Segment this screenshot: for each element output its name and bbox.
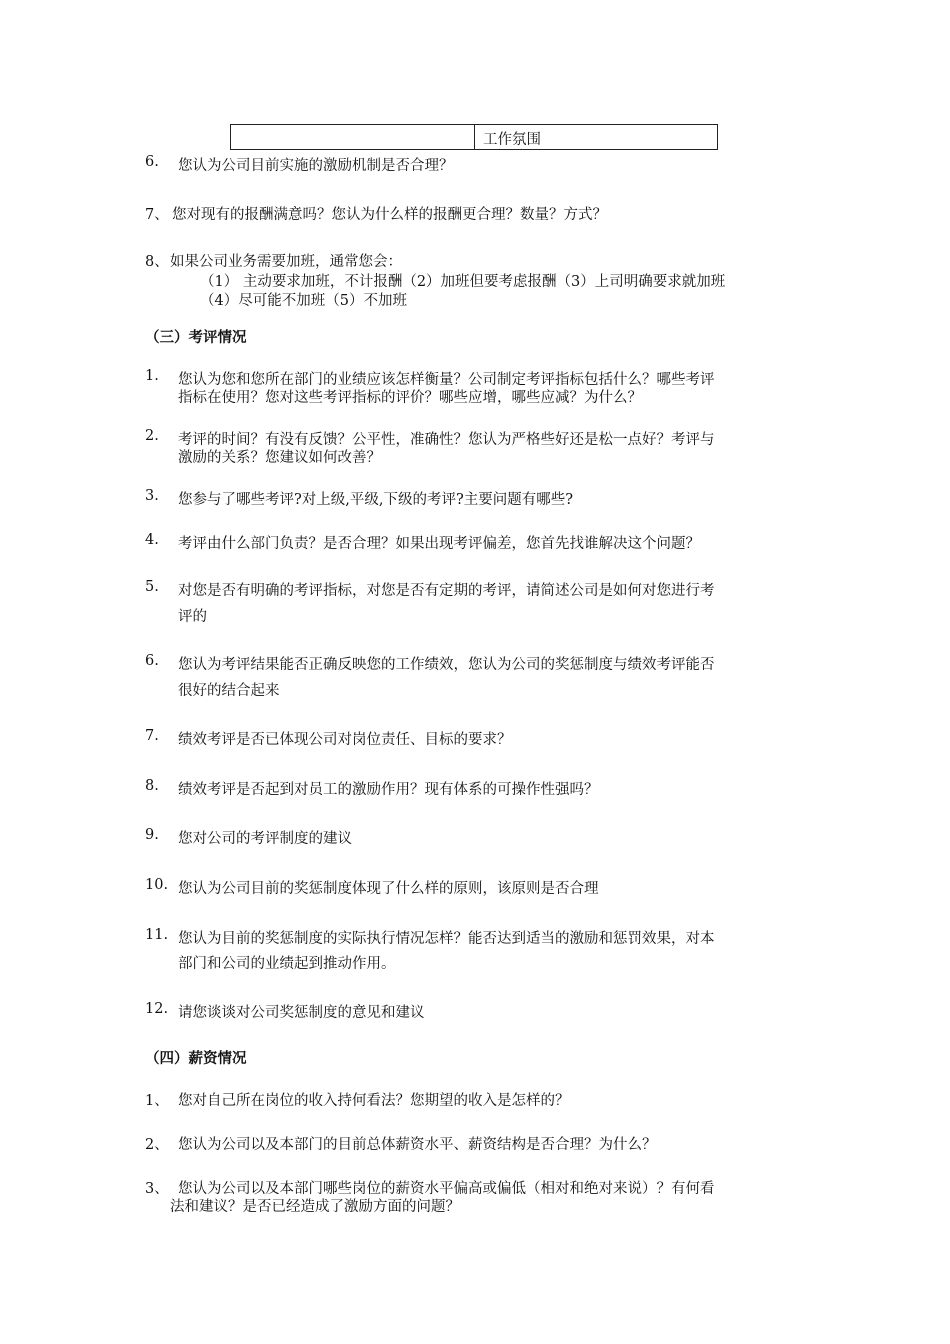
item-number: 6. (145, 653, 159, 669)
item-number: 3. (145, 488, 159, 504)
question-text: 很好的结合起来 (178, 683, 280, 699)
option-line: （1） 主动要求加班，不计报酬（2）加班但要考虑报酬（3）上司明确要求就加班 (200, 274, 726, 290)
question-text: 绩效考评是否起到对员工的激励作用？现有体系的可操作性强吗？ (178, 782, 599, 798)
question-text: 评的 (178, 609, 207, 625)
question-text: 如果公司业务需要加班，通常您会： (170, 254, 402, 270)
item-number: 10. (145, 877, 169, 893)
question-text: 您对现有的报酬满意吗？您认为什么样的报酬更合理？数量？方式？ (172, 207, 607, 223)
question-text: 您对公司的考评制度的建议 (178, 831, 352, 847)
item-number: 2、 (145, 1137, 169, 1153)
question-text: 您认为公司以及本部门的目前总体薪资水平、薪资结构是否合理？为什么？ (178, 1137, 657, 1153)
question-text: 您认为考评结果能否正确反映您的工作绩效，您认为公司的奖惩制度与绩效考评能否 (178, 657, 715, 673)
item-number: 6. (145, 154, 159, 170)
item-number: 8. (145, 778, 159, 794)
question-text: 考评的时间？有没有反馈？公平性，准确性？您认为严格些好还是松一点好？考评与 (178, 432, 715, 448)
question-text: 指标在使用？您对这些考评指标的评价？哪些应增，哪些应减？为什么？ (178, 390, 642, 406)
item-number: 2. (145, 428, 159, 444)
question-text: 考评由什么部门负责？是否合理？如果出现考评偏差，您首先找谁解决这个问题？ (178, 536, 700, 552)
question-text: 绩效考评是否已体现公司对岗位责任、目标的要求？ (178, 732, 512, 748)
question-text: 您认为您和您所在部门的业绩应该怎样衡量？公司制定考评指标包括什么？哪些考评 (178, 372, 715, 388)
item-number: 4. (145, 532, 159, 548)
table-divider (474, 125, 475, 149)
question-text: 您认为公司目前的奖惩制度体现了什么样的原则，该原则是否合理 (178, 881, 599, 897)
item-number: 7. (145, 728, 159, 744)
table-cell: 工作氛围 (483, 132, 541, 148)
question-text: 法和建议？是否已经造成了激励方面的问题？ (170, 1199, 460, 1215)
section-heading: （四）薪资情况 (145, 1050, 247, 1067)
question-text: 您参与了哪些考评?对上级,平级,下级的考评?主要问题有哪些? (178, 492, 574, 508)
question-text: 您认为公司目前实施的激励机制是否合理？ (178, 158, 454, 174)
item-number: 8、 (145, 254, 169, 270)
item-number: 9. (145, 827, 159, 843)
item-number: 5. (145, 579, 159, 595)
table-row (230, 124, 718, 150)
section-heading: （三）考评情况 (145, 329, 247, 346)
item-number: 11. (145, 927, 169, 943)
item-number: 12. (145, 1001, 169, 1017)
question-text: 您认为目前的奖惩制度的实际执行情况怎样？能否达到适当的激励和惩罚效果，对本 (178, 931, 715, 947)
question-text: 部门和公司的业绩起到推动作用。 (178, 956, 396, 972)
option-line: （4）尽可能不加班（5）不加班 (200, 293, 407, 309)
item-number: 1. (145, 368, 159, 384)
question-text: 您对自己所在岗位的收入持何看法？您期望的收入是怎样的？ (178, 1093, 570, 1109)
item-number: 1、 (145, 1093, 169, 1109)
item-number: 3、 (145, 1181, 169, 1197)
question-text: 对您是否有明确的考评指标，对您是否有定期的考评，请简述公司是如何对您进行考 (178, 583, 715, 599)
question-text: 激励的关系？您建议如何改善？ (178, 450, 381, 466)
item-number: 7、 (145, 207, 169, 223)
question-text: 您认为公司以及本部门哪些岗位的薪资水平偏高或偏低（相对和绝对来说）？有何看 (178, 1181, 715, 1197)
question-text: 请您谈谈对公司奖惩制度的意见和建议 (178, 1005, 425, 1021)
